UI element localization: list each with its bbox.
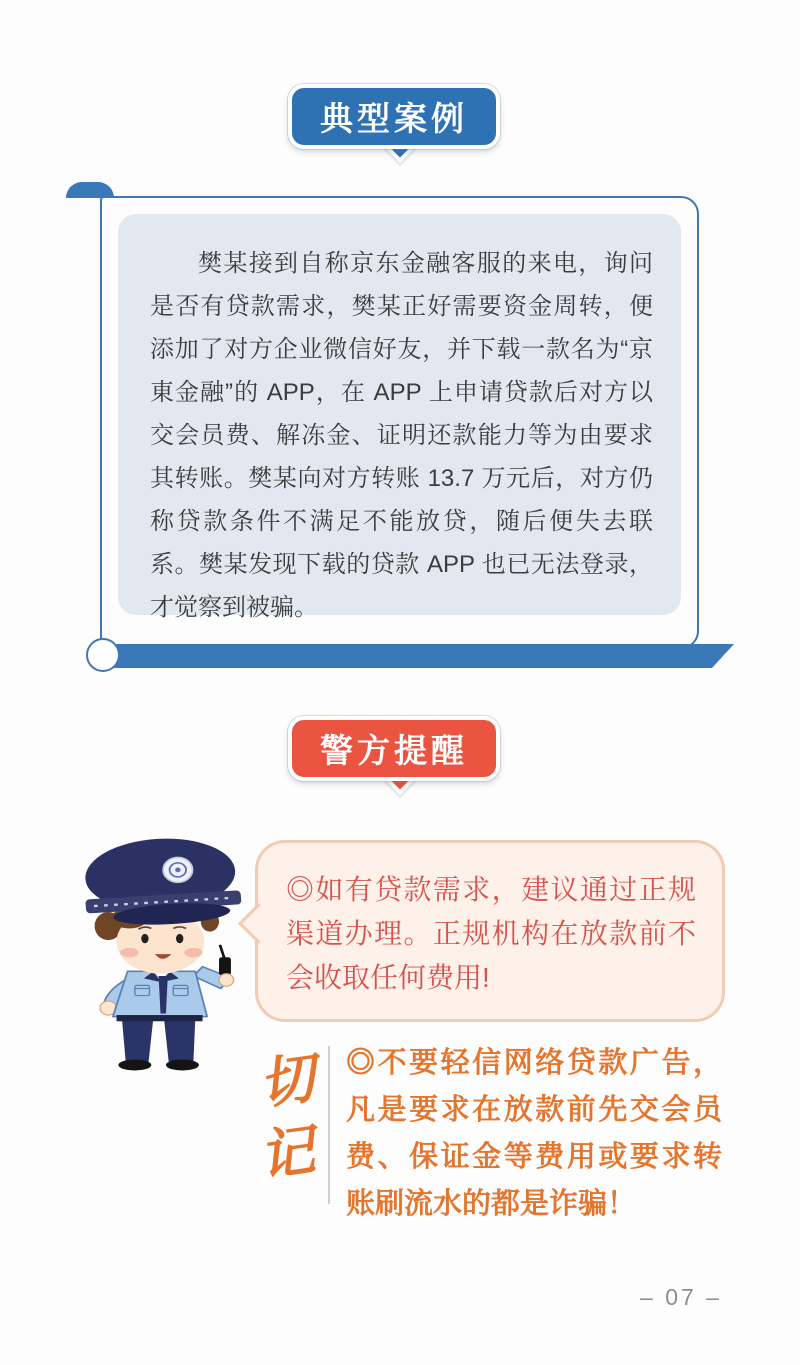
case-badge-label: 典型案例 [320, 102, 468, 138]
police-advice-text: ◎如有贷款需求，建议通过正规渠道办理。正规机构在放款前不会收取任何费用! [286, 874, 696, 993]
police-speech-bubble [255, 840, 725, 1022]
police-badge-label: 警方提醒 [320, 734, 468, 770]
frame-top-curl [66, 182, 114, 198]
police-badge-emblem-icon [163, 857, 192, 882]
case-badge [288, 84, 500, 149]
frame-corner-curl [86, 638, 120, 672]
remember-char-1: 切 [255, 1047, 319, 1116]
case-frame [100, 196, 699, 649]
police-badge [288, 716, 500, 781]
police-officer-icon [58, 834, 273, 1072]
remember-section [256, 1040, 722, 1228]
case-text-panel [118, 214, 681, 621]
frame-bottom-ribbon [104, 644, 734, 668]
officer-legs [118, 1020, 199, 1071]
remember-char-2: 记 [255, 1119, 319, 1188]
page-number: – 07 – [640, 1284, 722, 1310]
remember-warning-text: ◎不要轻信网络贷款广告，凡是要求在放款前先交会员费、保证金等费用或要求转账刷流水的都是诈骗！ [346, 1047, 722, 1220]
officer-uniform [113, 971, 207, 1021]
case-paragraph: 樊某接到自称京东金融客服的来电，询问是否有贷款需求，樊某正好需要资金周转，便添加了对方企业微信好友，并下载一款名为“京東金融”的 APP，在 APP 上申请贷款后对方以交会员费、解冻金、证明还款能力等为由要求其转账。樊某向对方转账 13.7 万元后，对方仍称贷款条件不满足不能放贷，随后便失去联系。樊某发现下载的贷款 APP 也已无法登录，才觉察到被骗。 [150, 250, 653, 621]
vertical-divider [328, 1046, 330, 1204]
police-officer-illustration [58, 834, 273, 1077]
